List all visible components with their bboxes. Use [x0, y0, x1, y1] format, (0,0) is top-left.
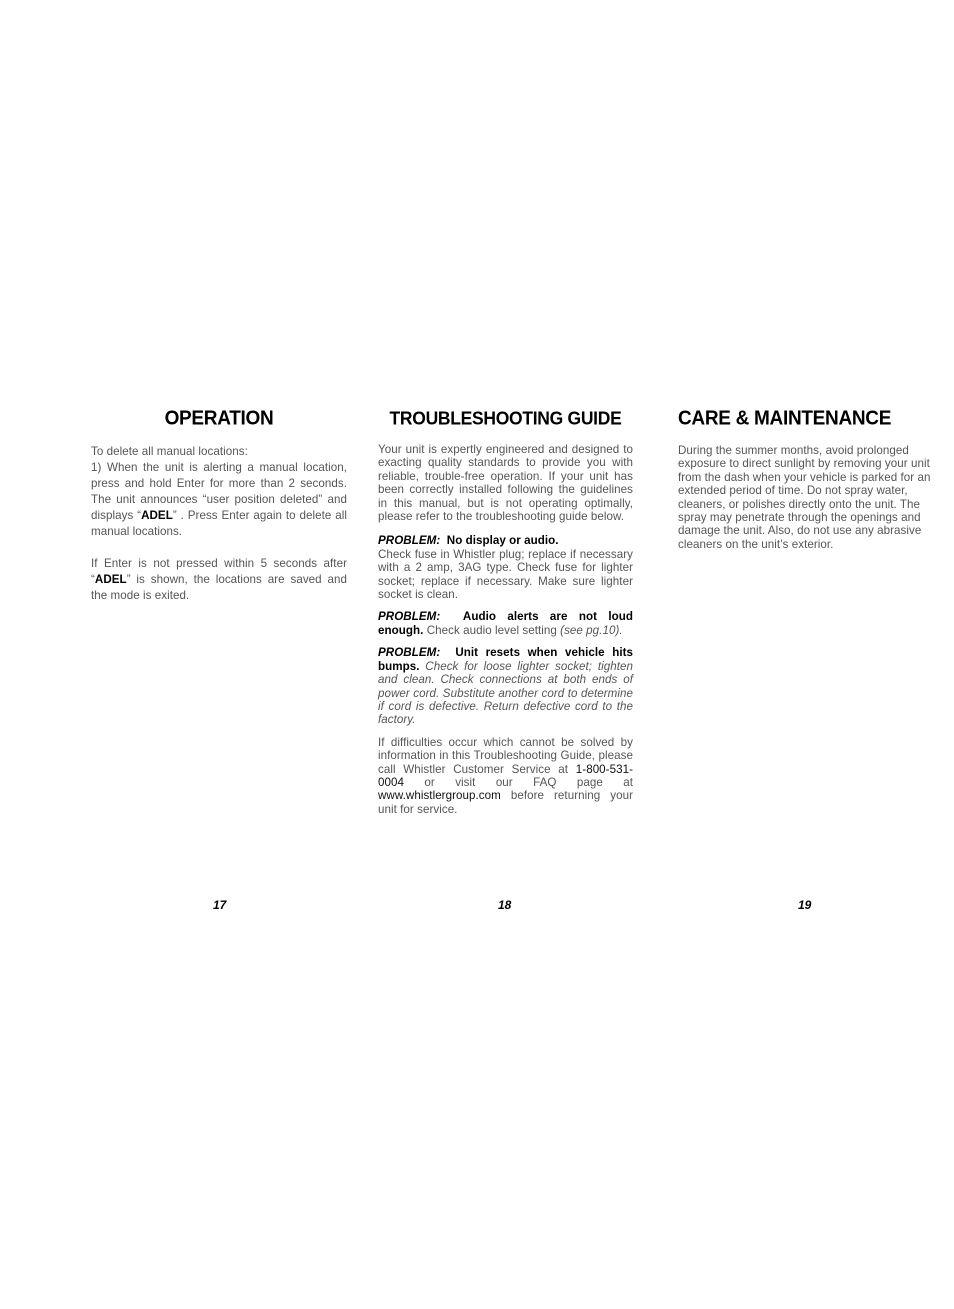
- operation-section: [91, 408, 347, 604]
- website-link[interactable]: www.whistlergroup.com: [378, 789, 501, 803]
- care-section: [678, 408, 936, 551]
- problem-no-display: PROBLEM: No display or audio. Check fuse in Whistler plug; replace if necessary with a 2 amp, 3AG type. Check fuse for lighter socket; replace if necessary. Make sure lighter socket is clean.: [378, 534, 633, 602]
- troubleshooting-intro: Your unit is expertly engineered and designed to exacting quality standards to provide you with reliable, trouble-free operation. If your unit has been correctly installed following the guidelines in this manual, but is not operating optimally, please refer to the troubleshooting guide below.: [378, 443, 633, 524]
- page-number: 18: [498, 898, 512, 912]
- adel-code: ADEL: [94, 573, 127, 586]
- problem-audio-alerts: PROBLEM: Audio alerts are not loud enough. Check audio level setting (see pg.10).: [378, 610, 634, 637]
- adel-code: ADEL: [141, 509, 173, 522]
- operation-exit-note: If Enter is not pressed within 5 seconds after “ADEL” is shown, the locations are saved and the mode is exited.: [91, 557, 347, 602]
- customer-service-phone: 1-800-531-0004: [378, 762, 633, 789]
- page-number: 19: [798, 898, 812, 912]
- operation-heading: OPERATION: [164, 407, 274, 430]
- troubleshooting-heading: TROUBLESHOOTING GUIDE: [389, 407, 622, 429]
- care-heading: CARE & MAINTENANCE: [678, 407, 892, 430]
- troubleshooting-section: [378, 408, 633, 816]
- operation-step-1: 1) When the unit is alerting a manual location, press and hold Enter for more than 2 seconds. The unit announces “user position deleted” and displays “ADEL” . Press Enter again to delete all manual locations.: [91, 461, 348, 538]
- page-number: 17: [213, 898, 227, 912]
- care-text: During the summer months, avoid prolonged exposure to direct sunlight by removing your unit from the dash when your vehicle is parked for an extended period of time. Do not spray water, cleaners, or polishes directly onto the unit. The spray may penetrate through the openings and damage the unit. Also, do not use any abrasive cleaners on the unit’s exterior.: [678, 444, 931, 551]
- problem-unit-resets: PROBLEM: Unit resets when vehicle hits bumps. Check for loose lighter socket; tighten and clean. Check connections at both ends of power cord. Substitute another cord to determine if cord is defective. Return defective cord to the factory.: [378, 646, 634, 727]
- operation-intro: To delete all manual locations:: [91, 445, 248, 458]
- troubleshooting-contact: If difficulties occur which cannot be solved by information in this Troubleshooting Guide, please call Whistler Customer Service at 1-800-531-0004 or visit our FAQ page at www.whistlergroup.com before returning your unit for service.: [378, 735, 633, 816]
